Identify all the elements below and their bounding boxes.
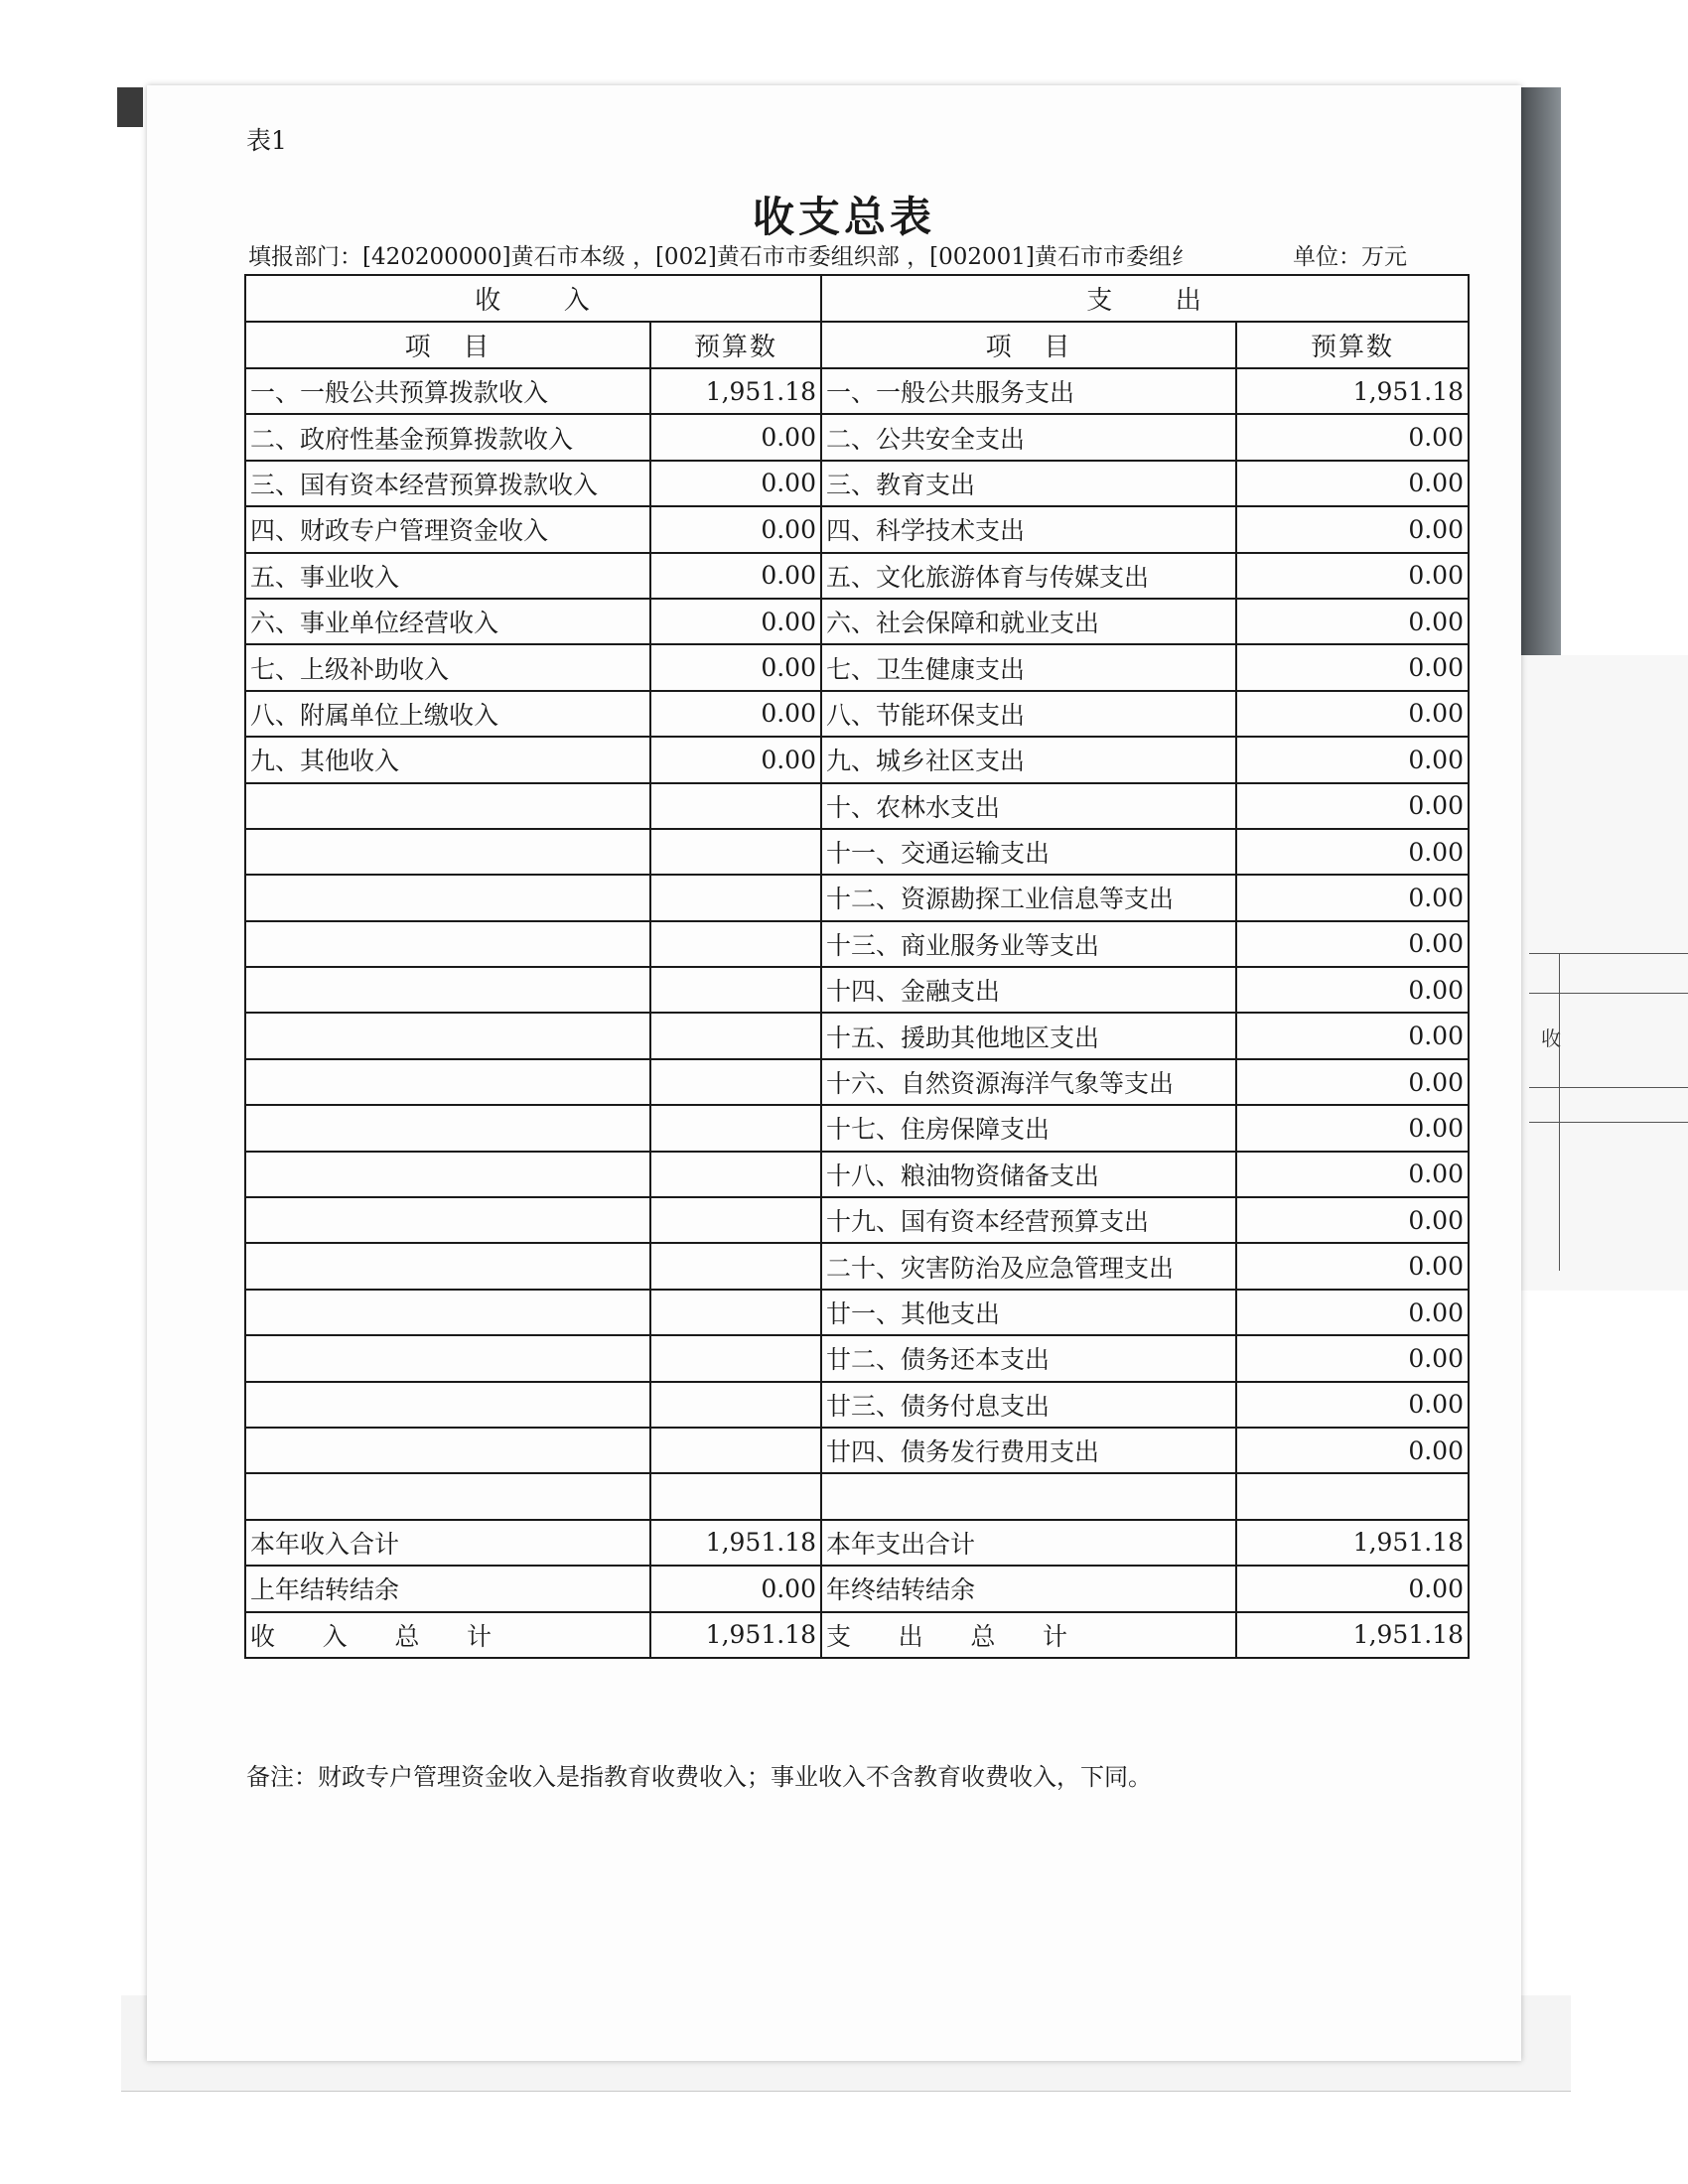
table-row xyxy=(245,368,1469,414)
table-row xyxy=(245,783,1469,829)
table-row xyxy=(245,1335,1469,1381)
expense-budget-header: 预算数 xyxy=(1236,322,1469,368)
expense-budget-cell: 0.00 xyxy=(1236,967,1469,1013)
income-budget-cell xyxy=(650,1290,821,1335)
income-budget-cell xyxy=(650,1105,821,1151)
income-item-cell xyxy=(245,1059,650,1105)
income-item-cell: 上年结转结余 xyxy=(245,1566,650,1611)
income-budget-cell: 0.00 xyxy=(650,737,821,782)
table-row xyxy=(245,1059,1469,1105)
income-item-cell: 三、国有资本经营预算拨款收入 xyxy=(245,461,650,506)
expense-budget-cell: 0.00 xyxy=(1236,644,1469,690)
table-row xyxy=(245,829,1469,875)
expense-item-cell: 七、卫生健康支出 xyxy=(821,644,1236,690)
income-item-cell: 四、财政专户管理资金收入 xyxy=(245,506,650,552)
expense-item-cell: 一、一般公共服务支出 xyxy=(821,368,1236,414)
table-row xyxy=(245,553,1469,599)
income-item-cell: 七、上级补助收入 xyxy=(245,644,650,690)
income-item-cell: 二、政府性基金预算拨款收入 xyxy=(245,414,650,460)
income-budget-cell: 1,951.18 xyxy=(650,1520,821,1566)
income-budget-cell: 0.00 xyxy=(650,506,821,552)
expense-item-cell: 十二、资源勘探工业信息等支出 xyxy=(821,875,1236,920)
income-item-cell: 九、其他收入 xyxy=(245,737,650,782)
table-row xyxy=(245,1382,1469,1428)
expense-item-cell: 三、教育支出 xyxy=(821,461,1236,506)
income-budget-cell: 0.00 xyxy=(650,599,821,644)
expense-item-cell: 六、社会保障和就业支出 xyxy=(821,599,1236,644)
expense-item-cell: 廿一、其他支出 xyxy=(821,1290,1236,1335)
income-item-cell xyxy=(245,1013,650,1058)
table-row xyxy=(245,644,1469,690)
expense-item-cell: 廿三、债务付息支出 xyxy=(821,1382,1236,1428)
income-item-cell xyxy=(245,1428,650,1473)
underlying-sheet-text: 收 xyxy=(1541,1026,1561,1050)
income-item-cell: 六、事业单位经营收入 xyxy=(245,599,650,644)
expense-item-cell: 十一、交通运输支出 xyxy=(821,829,1236,875)
table-row xyxy=(245,599,1469,644)
income-budget-cell: 0.00 xyxy=(650,1566,821,1611)
income-item-cell: 一、一般公共预算拨款收入 xyxy=(245,368,650,414)
income-item-header: 项 目 xyxy=(245,322,650,368)
underlying-sheet-rule xyxy=(1529,1122,1688,1123)
income-item-cell xyxy=(245,1197,650,1243)
expense-item-cell: 八、节能环保支出 xyxy=(821,691,1236,737)
table-row xyxy=(245,1013,1469,1058)
remark-note: 备注：财政专户管理资金收入是指教育收费收入；事业收入不含教育收费收入，下同。 xyxy=(246,1763,1152,1791)
income-budget-cell xyxy=(650,1335,821,1381)
expense-budget-cell: 0.00 xyxy=(1236,1335,1469,1381)
expense-item-cell: 十三、商业服务业等支出 xyxy=(821,921,1236,967)
income-budget-header: 预算数 xyxy=(650,322,821,368)
income-item-cell xyxy=(245,921,650,967)
income-item-cell xyxy=(245,1105,650,1151)
expense-budget-cell: 0.00 xyxy=(1236,1428,1469,1473)
page-title: 收支总表 xyxy=(752,193,935,241)
table-row xyxy=(245,1290,1469,1335)
income-budget-cell: 1,951.18 xyxy=(650,1612,821,1658)
expense-item-cell: 四、科学技术支出 xyxy=(821,506,1236,552)
expense-budget-cell: 0.00 xyxy=(1236,1197,1469,1243)
income-budget-cell: 0.00 xyxy=(650,414,821,460)
expense-item-cell: 十四、金融支出 xyxy=(821,967,1236,1013)
income-item-cell xyxy=(245,1335,650,1381)
table-row xyxy=(245,1197,1469,1243)
fill-department: 填报部门：[420200000]黄石市本级 ，[002]黄石市市委组织部 ，[002001]黄石市市委组纟 xyxy=(248,244,1195,270)
income-budget-cell xyxy=(650,783,821,829)
income-budget-cell: 0.00 xyxy=(650,553,821,599)
budget-table xyxy=(244,274,1470,1659)
income-budget-cell xyxy=(650,829,821,875)
expense-item-cell xyxy=(821,1473,1236,1519)
unit-label: 单位：万元 xyxy=(1293,244,1407,270)
income-budget-cell: 0.00 xyxy=(650,691,821,737)
expense-budget-cell: 0.00 xyxy=(1236,1243,1469,1289)
expense-budget-cell: 0.00 xyxy=(1236,1290,1469,1335)
income-budget-cell xyxy=(650,1243,821,1289)
expense-budget-cell: 0.00 xyxy=(1236,506,1469,552)
income-budget-cell xyxy=(650,1197,821,1243)
table-row xyxy=(245,737,1469,782)
income-item-cell: 八、附属单位上缴收入 xyxy=(245,691,650,737)
income-item-cell xyxy=(245,1473,650,1519)
table-row xyxy=(245,875,1469,920)
income-item-cell: 本年收入合计 xyxy=(245,1520,650,1566)
income-budget-cell: 1,951.18 xyxy=(650,368,821,414)
expense-item-cell: 二、公共安全支出 xyxy=(821,414,1236,460)
table-row xyxy=(245,1473,1469,1519)
expense-budget-cell: 0.00 xyxy=(1236,414,1469,460)
expense-budget-cell: 0.00 xyxy=(1236,599,1469,644)
expense-budget-cell: 0.00 xyxy=(1236,829,1469,875)
income-item-cell xyxy=(245,829,650,875)
table-row xyxy=(245,921,1469,967)
desk-background xyxy=(117,87,143,127)
income-item-cell: 五、事业收入 xyxy=(245,553,650,599)
expense-item-cell: 十八、粮油物资储备支出 xyxy=(821,1152,1236,1197)
expense-budget-cell: 1,951.18 xyxy=(1236,368,1469,414)
underlying-sheet-vrule xyxy=(1559,953,1560,1271)
expense-item-cell: 廿二、债务还本支出 xyxy=(821,1335,1236,1381)
income-item-cell xyxy=(245,1382,650,1428)
table-column-header xyxy=(245,322,1469,368)
expense-item-header: 项 目 xyxy=(821,322,1236,368)
underlying-sheet-rule xyxy=(1529,993,1688,994)
expense-budget-cell: 0.00 xyxy=(1236,553,1469,599)
income-item-cell xyxy=(245,1152,650,1197)
income-budget-cell: 0.00 xyxy=(650,644,821,690)
expense-item-cell: 本年支出合计 xyxy=(821,1520,1236,1566)
income-budget-cell xyxy=(650,875,821,920)
income-budget-cell xyxy=(650,967,821,1013)
table-row xyxy=(245,1428,1469,1473)
expense-budget-cell: 0.00 xyxy=(1236,461,1469,506)
table-row xyxy=(245,1243,1469,1289)
expense-budget-cell: 0.00 xyxy=(1236,1013,1469,1058)
expense-budget-cell: 1,951.18 xyxy=(1236,1612,1469,1658)
table-row xyxy=(245,1105,1469,1151)
expense-budget-cell: 0.00 xyxy=(1236,1566,1469,1611)
underlying-sheet-rule xyxy=(1529,1087,1688,1088)
total-row xyxy=(245,1612,1469,1658)
expense-group-header: 支 出 xyxy=(821,275,1469,322)
income-item-cell xyxy=(245,783,650,829)
income-budget-cell: 0.00 xyxy=(650,461,821,506)
income-item-cell xyxy=(245,1243,650,1289)
income-budget-cell xyxy=(650,1382,821,1428)
expense-budget-cell: 0.00 xyxy=(1236,1152,1469,1197)
expense-item-cell: 十五、援助其他地区支出 xyxy=(821,1013,1236,1058)
table-label: 表1 xyxy=(246,126,287,155)
expense-item-cell: 九、城乡社区支出 xyxy=(821,737,1236,782)
table-row xyxy=(245,1152,1469,1197)
expense-item-cell: 年终结转结余 xyxy=(821,1566,1236,1611)
table-row xyxy=(245,506,1469,552)
expense-budget-cell: 0.00 xyxy=(1236,921,1469,967)
income-budget-cell xyxy=(650,1059,821,1105)
income-item-cell xyxy=(245,875,650,920)
expense-budget-cell: 0.00 xyxy=(1236,783,1469,829)
income-budget-cell xyxy=(650,1013,821,1058)
expense-item-cell: 十六、自然资源海洋气象等支出 xyxy=(821,1059,1236,1105)
underlying-sheet xyxy=(1519,655,1688,1291)
income-item-cell: 收 入 总 计 xyxy=(245,1612,650,1658)
expense-budget-cell: 0.00 xyxy=(1236,1105,1469,1151)
expense-budget-cell xyxy=(1236,1473,1469,1519)
expense-item-cell: 五、文化旅游体育与传媒支出 xyxy=(821,553,1236,599)
income-budget-cell xyxy=(650,921,821,967)
expense-item-cell: 二十、灾害防治及应急管理支出 xyxy=(821,1243,1236,1289)
expense-budget-cell: 0.00 xyxy=(1236,737,1469,782)
expense-budget-cell: 0.00 xyxy=(1236,1059,1469,1105)
income-item-cell xyxy=(245,967,650,1013)
table-row xyxy=(245,967,1469,1013)
table-row xyxy=(245,691,1469,737)
income-item-cell xyxy=(245,1290,650,1335)
expense-item-cell: 支 出 总 计 xyxy=(821,1612,1236,1658)
income-budget-cell xyxy=(650,1428,821,1473)
table-row xyxy=(245,414,1469,460)
income-budget-cell xyxy=(650,1152,821,1197)
expense-budget-cell: 0.00 xyxy=(1236,1382,1469,1428)
expense-item-cell: 廿四、债务发行费用支出 xyxy=(821,1428,1236,1473)
total-row xyxy=(245,1520,1469,1566)
total-row xyxy=(245,1566,1469,1611)
expense-item-cell: 十、农林水支出 xyxy=(821,783,1236,829)
table-row xyxy=(245,461,1469,506)
underlying-sheet-rule xyxy=(1529,953,1688,954)
expense-item-cell: 十九、国有资本经营预算支出 xyxy=(821,1197,1236,1243)
expense-item-cell: 十七、住房保障支出 xyxy=(821,1105,1236,1151)
expense-budget-cell: 1,951.18 xyxy=(1236,1520,1469,1566)
income-group-header: 收 入 xyxy=(245,275,821,322)
income-budget-cell xyxy=(650,1473,821,1519)
expense-budget-cell: 0.00 xyxy=(1236,875,1469,920)
table-group-header xyxy=(245,275,1469,322)
expense-budget-cell: 0.00 xyxy=(1236,691,1469,737)
